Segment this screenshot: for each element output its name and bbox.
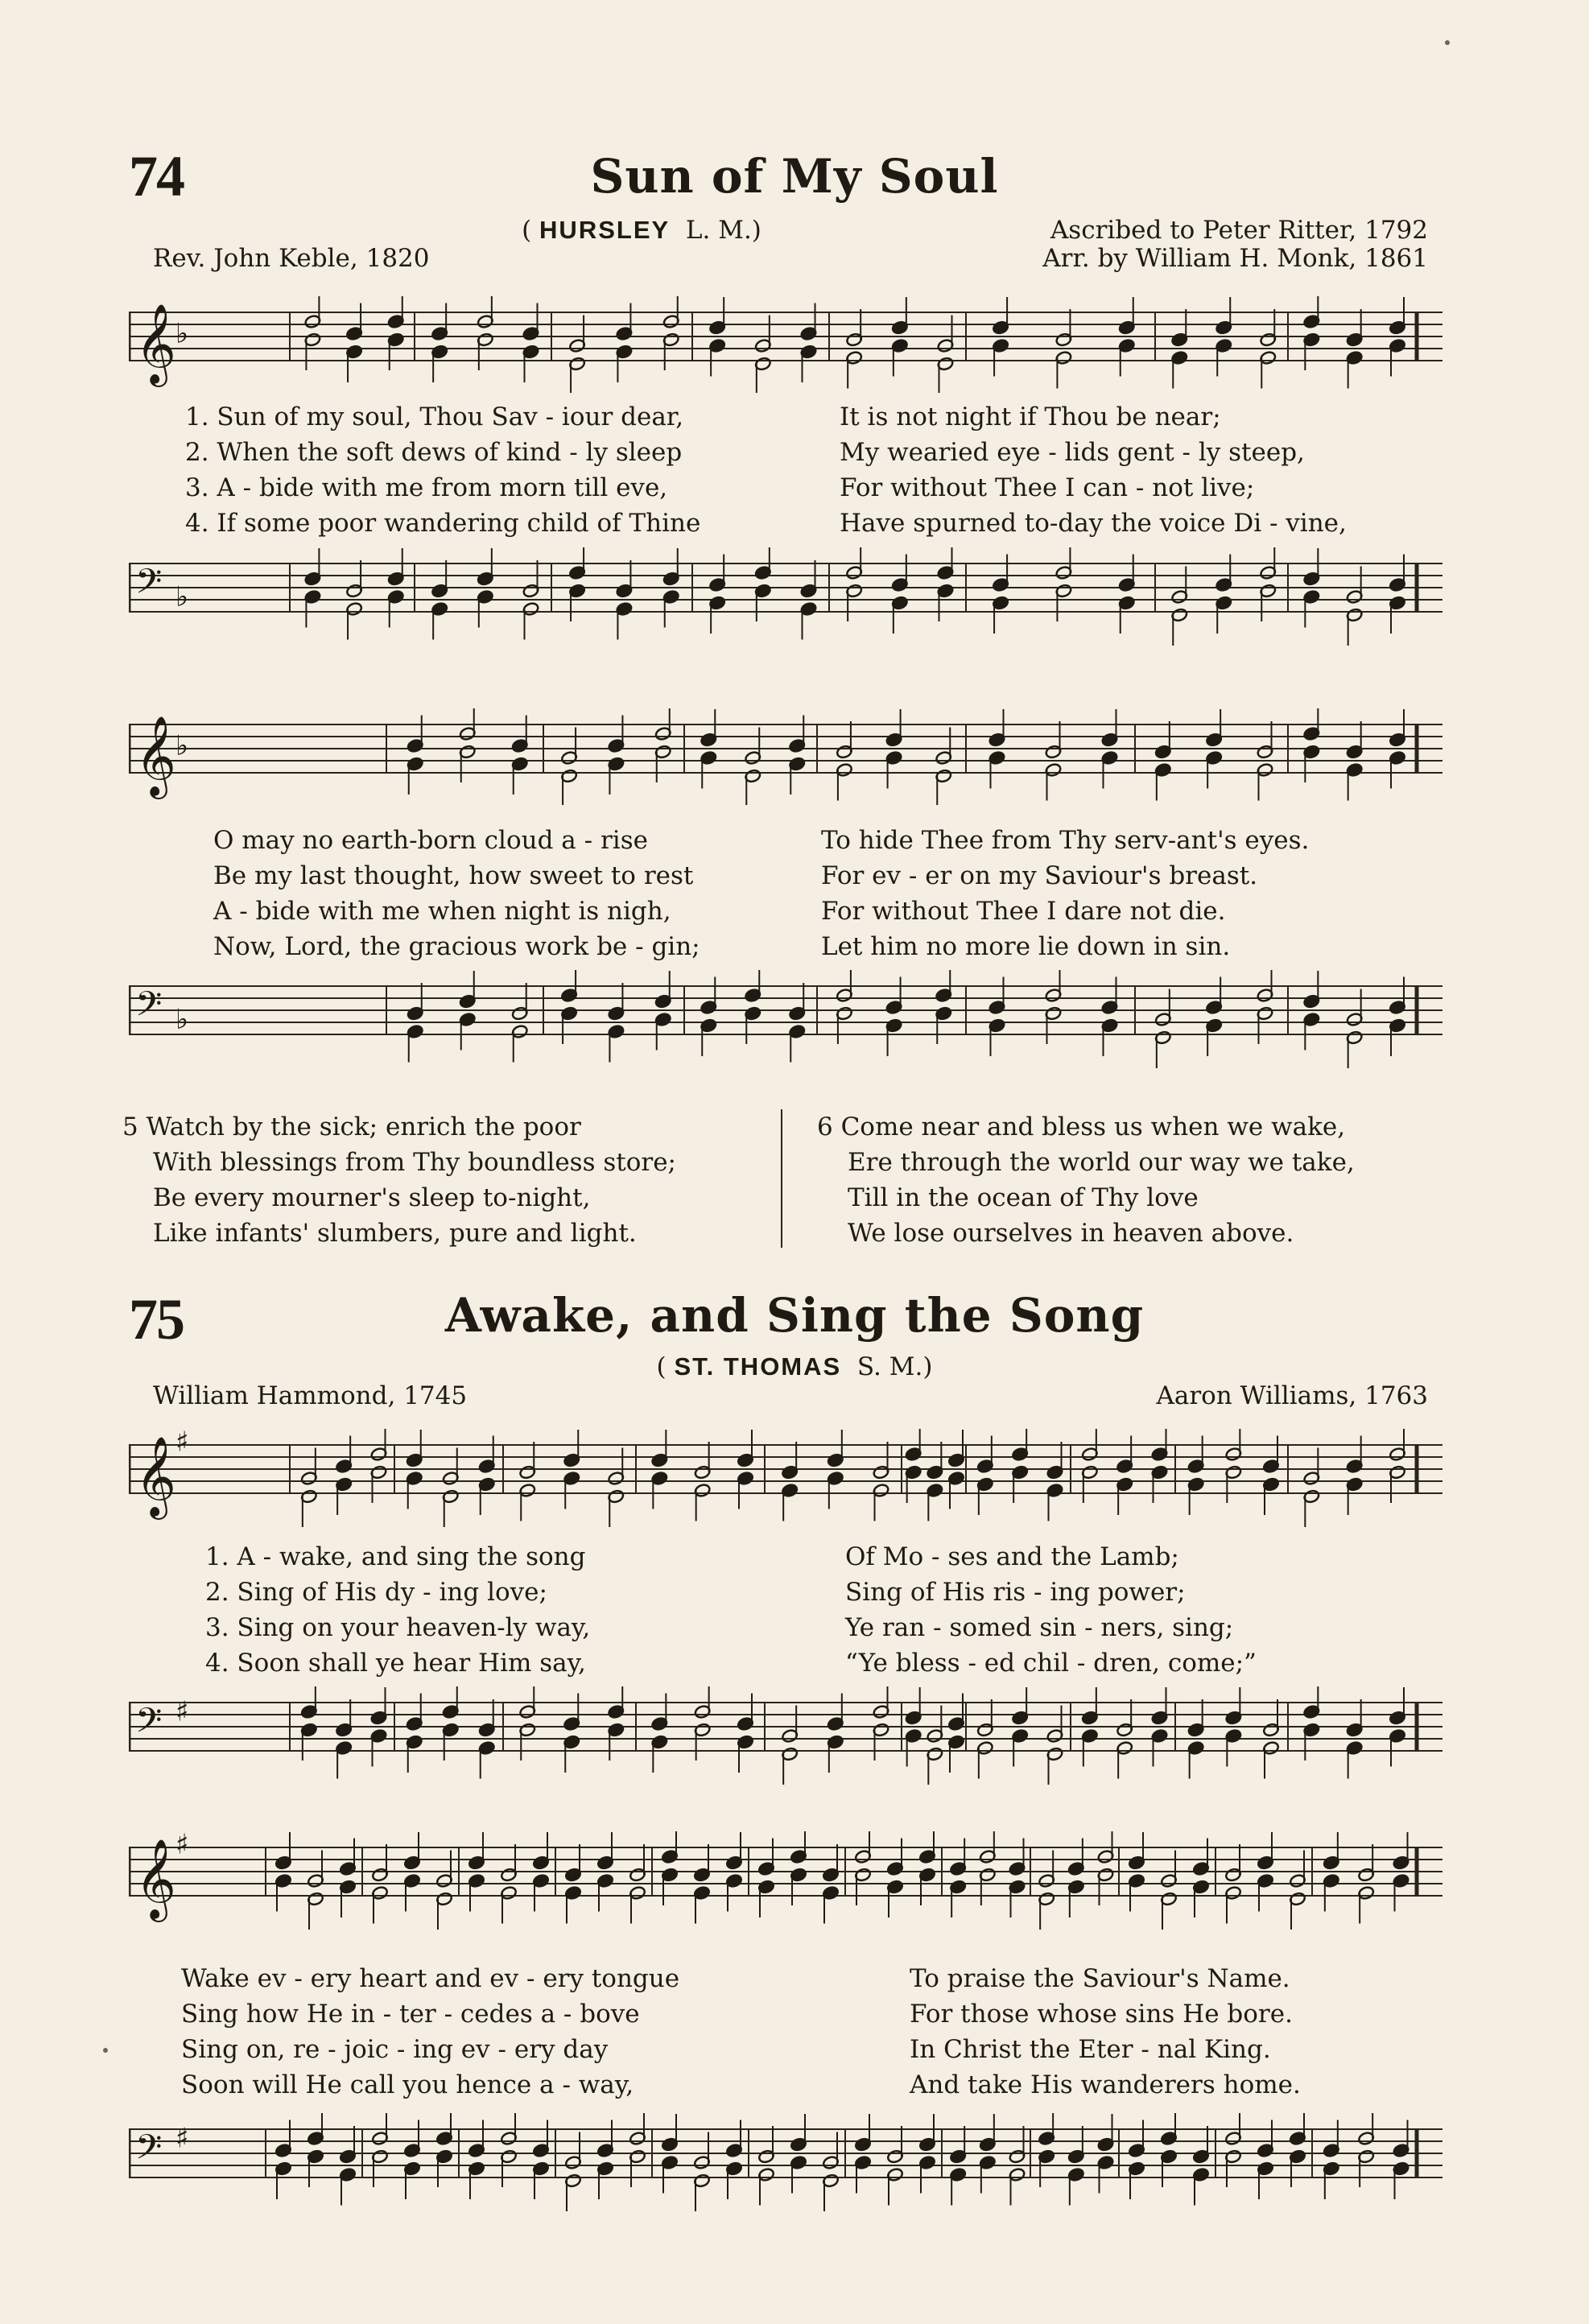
verse-line: O may no earth-born cloud a - rise — [213, 826, 648, 855]
verse-line: Let him no more lie down in sin. — [821, 932, 1231, 961]
svg-text:𝄢: 𝄢 — [135, 1701, 163, 1749]
stanza-line: Till in the ocean of Thy love — [848, 1183, 1199, 1212]
verse-line: For those whose sins He bore. — [910, 2000, 1293, 2029]
verse-line: 3. Sing on your heaven-ly way, — [205, 1613, 591, 1642]
page-speck — [103, 2048, 108, 2053]
hymn-number: 75 — [129, 1287, 184, 1352]
stanza-6 — [817, 1109, 1355, 1251]
verse-line: Be my last thought, how sweet to rest — [213, 861, 694, 890]
hymn-number: 74 — [129, 144, 184, 208]
meter: L. M. — [685, 216, 752, 245]
svg-text:𝄢: 𝄢 — [135, 2128, 163, 2176]
svg-text:𝄞: 𝄞 — [135, 1839, 176, 1919]
verse-line: For without Thee I can - not live; — [840, 473, 1255, 502]
verse-line: 1. Sun of my soul, Thou Sav - iour dear, — [185, 402, 684, 431]
verse-line: 1. A - wake, and sing the song — [205, 1542, 586, 1571]
stanza-line: We lose ourselves in heaven above. — [848, 1219, 1294, 1248]
stanza-line: Like infants' slumbers, pure and light. — [153, 1219, 637, 1248]
treble-staff — [129, 708, 1442, 805]
author-credit: Rev. John Keble, 1820 — [153, 244, 430, 273]
stanza-line: 5 Watch by the sick; enrich the poor — [122, 1112, 581, 1141]
verse-line: Sing on, re - joic - ing ev - ery day — [181, 2035, 609, 2064]
verse-line: Sing how He in - ter - cedes a - bove — [181, 2000, 640, 2029]
treble-staff — [129, 1831, 1442, 1936]
treble-staff — [129, 1429, 1442, 1534]
stanza-line: With blessings from Thy boundless store; — [153, 1148, 676, 1177]
bass-staff — [129, 970, 1442, 1075]
verse-line: Soon will He call you hence a - way, — [181, 2070, 634, 2099]
tune-line: ( ST. THOMAS S. M.) — [656, 1352, 933, 1381]
hymn-title: Awake, and Sing the Song — [444, 1288, 1145, 1343]
tune-name: ST. THOMAS — [674, 1352, 842, 1381]
verse-line: A - bide with me when night is nigh, — [213, 897, 671, 926]
svg-text:♭: ♭ — [175, 580, 189, 613]
verse-line: 3. A - bide with me from morn till eve, — [185, 473, 668, 502]
svg-text:♯: ♯ — [175, 1695, 189, 1728]
verse-line: My wearied eye - lids gent - ly steep, — [840, 438, 1305, 467]
meter: S. M. — [856, 1352, 923, 1381]
svg-text:♭: ♭ — [175, 317, 189, 350]
svg-text:♯: ♯ — [175, 1429, 189, 1459]
composer-credit: Ascribed to Peter Ritter, 1792 — [1050, 216, 1428, 245]
verse-line: Have spurned to-day the voice Di - vine, — [840, 509, 1347, 538]
svg-text:♯: ♯ — [175, 1831, 189, 1861]
verse-line: To praise the Saviour's Name. — [910, 1964, 1290, 1993]
stanza-line: 6 Come near and bless us when we wake, — [817, 1112, 1346, 1141]
svg-text:♯: ♯ — [175, 2122, 189, 2155]
hymn-title: Sun of My Soul — [590, 149, 999, 204]
verse-line: Of Mo - ses and the Lamb; — [845, 1542, 1179, 1571]
svg-text:♭: ♭ — [175, 1003, 189, 1036]
verse-line: 2. Sing of His dy - ing love; — [205, 1578, 547, 1607]
svg-text:♭: ♭ — [175, 729, 189, 762]
tune-line: ( HURSLEY L. M.) — [522, 216, 761, 245]
bass-staff — [129, 2113, 1442, 2218]
verse-line: For ev - er on my Saviour's breast. — [821, 861, 1258, 890]
verse-line: In Christ the Eter - nal King. — [910, 2035, 1271, 2064]
stanza-5 — [122, 1109, 676, 1251]
verse-line: Ye ran - somed sin - ners, sing; — [845, 1613, 1234, 1642]
svg-text:𝄞: 𝄞 — [135, 303, 176, 384]
stanza-line: Ere through the world our way we take, — [848, 1148, 1355, 1177]
arranger-credit: Arr. by William H. Monk, 1861 — [1042, 244, 1428, 273]
treble-staff — [129, 296, 1442, 393]
svg-text:𝄞: 𝄞 — [135, 716, 176, 796]
verse-line: Wake ev - ery heart and ev - ery tongue — [181, 1964, 680, 1993]
bass-staff — [129, 547, 1442, 652]
verse-line: To hide Thee from Thy serv-ant's eyes. — [821, 826, 1310, 855]
verse-line: For without Thee I dare not die. — [821, 897, 1226, 926]
page-speck — [1445, 40, 1450, 45]
author-credit: William Hammond, 1745 — [153, 1381, 468, 1410]
stanza-divider — [781, 1109, 782, 1248]
verse-line: Sing of His ris - ing power; — [845, 1578, 1186, 1607]
composer-credit: Aaron Williams, 1763 — [1156, 1381, 1428, 1410]
svg-text:𝄢: 𝄢 — [135, 562, 163, 610]
verse-line: And take His wanderers home. — [910, 2070, 1301, 2099]
svg-text:𝄢: 𝄢 — [135, 985, 163, 1033]
verse-line: 4. If some poor wandering child of Thine — [185, 509, 701, 538]
verse-line: 2. When the soft dews of kind - ly sleep — [185, 438, 683, 467]
verse-line: It is not night if Thou be near; — [840, 402, 1221, 431]
bass-staff — [129, 1686, 1442, 1791]
tune-name: HURSLEY — [539, 216, 671, 244]
svg-text:𝄞: 𝄞 — [135, 1436, 176, 1517]
verse-line: Now, Lord, the gracious work be - gin; — [213, 932, 700, 961]
verse-line: “Ye bless - ed chil - dren, come;” — [845, 1649, 1257, 1678]
verse-line: 4. Soon shall ye hear Him say, — [205, 1649, 586, 1678]
stanza-line: Be every mourner's sleep to-night, — [153, 1183, 591, 1212]
